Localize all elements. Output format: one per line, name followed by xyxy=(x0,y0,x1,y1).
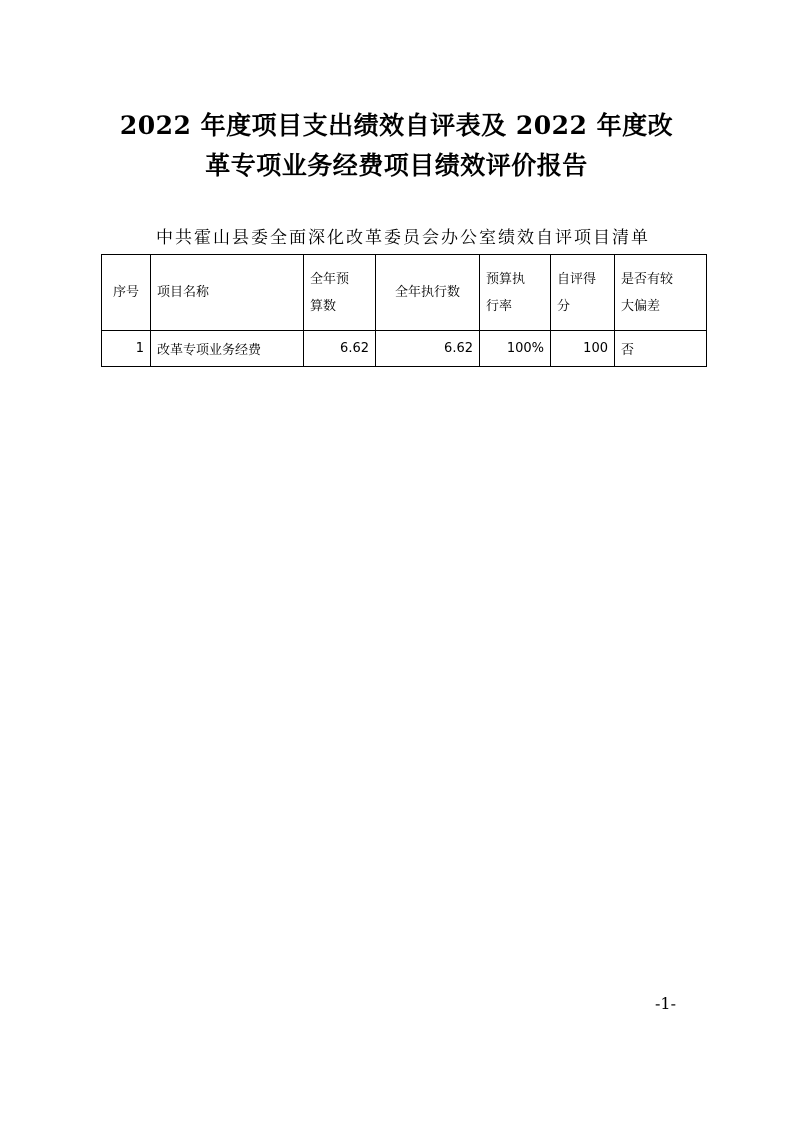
header-annual-budget-label: 全年预算数 xyxy=(310,271,350,314)
cell-project-name: 改革专项业务经费 xyxy=(151,331,304,367)
table-caption: 中共霍山县委全面深化改革委员会办公室绩效自评项目清单 xyxy=(156,228,650,248)
document-title-line-1: 2022 年度项目支出绩效自评表及 2022 年度改 xyxy=(119,111,674,140)
header-execution-rate-label: 预算执行率 xyxy=(486,271,526,314)
cell-executed: 6.62 xyxy=(376,331,480,367)
header-execution-rate xyxy=(480,255,551,331)
cell-index: 1 xyxy=(102,331,151,367)
cell-deviation: 否 xyxy=(615,331,707,367)
cell-budget: 6.62 xyxy=(304,331,376,367)
cell-self-score: 100 xyxy=(551,331,615,367)
header-annual-executed: 全年执行数 xyxy=(376,255,480,331)
header-large-deviation-label: 是否有较大偏差 xyxy=(621,271,674,314)
page-number: -1- xyxy=(655,994,676,1013)
header-annual-budget xyxy=(304,255,376,331)
table-header-row xyxy=(102,255,707,331)
header-large-deviation xyxy=(615,255,707,331)
header-self-score-label: 自评得分 xyxy=(557,271,597,314)
header-self-score xyxy=(551,255,615,331)
cell-execution-rate: 100% xyxy=(480,331,551,367)
header-project-name: 项目名称 xyxy=(151,255,304,331)
document-title-line-2: 革专项业务经费项目绩效评价报告 xyxy=(205,151,588,180)
table-row xyxy=(102,331,707,367)
performance-table xyxy=(101,254,707,367)
header-index: 序号 xyxy=(102,255,151,331)
